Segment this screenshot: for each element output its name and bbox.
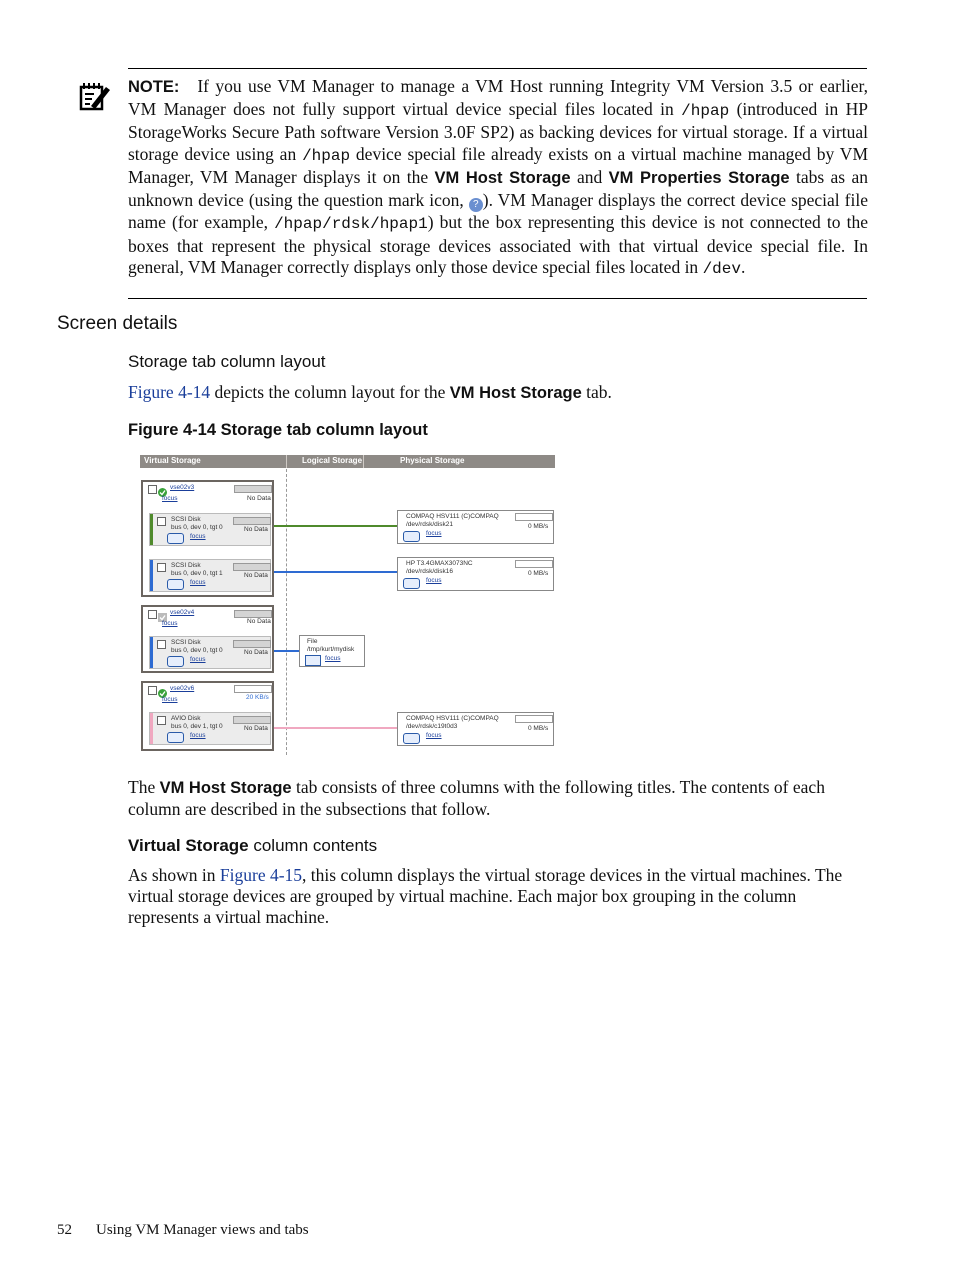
physical-path: /dev/rdsk/c19t0d3 <box>406 723 458 730</box>
note-top-rule <box>128 68 867 69</box>
connection-line <box>274 650 299 652</box>
vm-name-link[interactable]: vse02v6 <box>170 685 195 692</box>
figure-4-14-link[interactable]: Figure 4-14 <box>128 382 211 402</box>
page-number: 52 <box>57 1222 72 1238</box>
vm-name-link[interactable]: vse02v3 <box>170 484 195 491</box>
note-text <box>128 76 868 281</box>
usage-meter <box>233 517 271 525</box>
column-divider <box>286 469 287 755</box>
vm-checkbox[interactable] <box>148 686 157 695</box>
disk-status: No Data <box>244 526 268 533</box>
disk-type: AVIO Disk <box>171 715 201 722</box>
virtual-disk-box[interactable] <box>149 636 271 669</box>
subsection-title: Storage tab column layout <box>128 352 326 371</box>
focus-link[interactable]: focus <box>162 696 178 703</box>
usage-meter <box>234 685 272 693</box>
disk-icon <box>403 531 420 542</box>
disk-address: bus 0, dev 0, tgt 1 <box>171 570 223 577</box>
disk-icon <box>403 733 420 744</box>
usage-meter <box>233 563 271 571</box>
disk-icon <box>167 656 184 667</box>
focus-link[interactable]: focus <box>426 530 442 537</box>
usage-meter <box>234 610 272 618</box>
vm-name-link[interactable]: vse02v4 <box>170 609 195 616</box>
note-code: /hpap/rdsk/hpap1 <box>274 214 428 233</box>
virtual-disk-box[interactable] <box>149 559 271 592</box>
figure-caption: Figure 4-14 Storage tab column layout <box>128 421 428 439</box>
logical-type: File <box>307 638 318 645</box>
vm-box[interactable] <box>141 605 274 673</box>
header-logical-storage: Logical Storage <box>302 456 363 465</box>
note-code: /dev <box>702 260 741 279</box>
usage-meter <box>515 513 553 521</box>
physical-path: /dev/rdsk/disk21 <box>406 521 453 528</box>
disk-icon <box>167 732 184 743</box>
note-segment: . <box>740 257 746 278</box>
logical-path: /tmp/kurt/mydisk <box>307 646 355 653</box>
note-bold: VM Properties Storage <box>608 169 790 188</box>
focus-link[interactable]: focus <box>190 533 206 540</box>
focus-link[interactable]: focus <box>190 732 206 739</box>
note-label: NOTE: <box>128 78 180 96</box>
physical-model: HP T3.4GMAX3073NC <box>406 560 473 567</box>
vm-checkbox[interactable] <box>148 610 157 619</box>
header-physical-storage: Physical Storage <box>400 456 465 465</box>
file-icon <box>305 655 321 666</box>
focus-link[interactable]: focus <box>162 620 178 627</box>
disk-color-stripe <box>150 560 153 591</box>
vm-status: No Data <box>247 495 271 502</box>
note-segment: and <box>570 167 609 188</box>
usage-meter <box>234 485 272 493</box>
disk-address: bus 0, dev 1, tgt 0 <box>171 723 223 730</box>
virtual-storage-paragraph: As shown in Figure 4-15, this column displays the virtual storage devices in the virtual machines. The virtual storage devices are grouped by virtual machine. Each major box grouping in the column represents a virtual machine. <box>128 865 843 927</box>
disk-checkbox[interactable] <box>157 563 166 572</box>
note-code: /hpap <box>302 146 351 165</box>
vm-checkbox[interactable] <box>148 485 157 494</box>
connection-line <box>274 727 397 729</box>
usage-meter <box>233 716 271 724</box>
footer-title: Using VM Manager views and tabs <box>96 1222 309 1238</box>
header-virtual-storage: Virtual Storage <box>144 456 201 465</box>
usage-meter <box>515 560 553 568</box>
disk-checkbox[interactable] <box>157 517 166 526</box>
vm-status: 20 KB/s <box>246 694 269 701</box>
disk-color-stripe <box>150 514 153 545</box>
physical-storage-box[interactable] <box>397 510 554 544</box>
focus-link[interactable]: focus <box>162 495 178 502</box>
disk-icon <box>167 533 184 544</box>
physical-rate: 0 MB/s <box>528 523 549 530</box>
disk-checkbox[interactable] <box>157 716 166 725</box>
disk-checkbox[interactable] <box>157 640 166 649</box>
disk-status: No Data <box>244 572 268 579</box>
usage-meter <box>233 640 271 648</box>
header-divider <box>363 455 364 468</box>
disk-color-stripe <box>150 713 153 744</box>
note-code: /hpap <box>681 101 730 120</box>
virtual-storage-heading: Virtual Storage column contents <box>128 836 378 855</box>
connection-line <box>274 571 397 573</box>
disk-icon <box>403 578 420 589</box>
disk-status: No Data <box>244 725 268 732</box>
section-title: Screen details <box>57 313 178 334</box>
note-segment: If you use VM Manager to manage a VM Host running Integrity VM Version 3.5 or earlier, VM Manager does not fully support virtual device special files located in <box>128 76 868 119</box>
physical-rate: 0 MB/s <box>528 570 549 577</box>
focus-link[interactable]: focus <box>190 656 206 663</box>
vm-status: No Data <box>247 618 271 625</box>
vm-box[interactable] <box>141 681 274 751</box>
note-bottom-rule <box>128 298 867 299</box>
focus-link[interactable]: focus <box>426 732 442 739</box>
header-divider <box>286 455 287 468</box>
physical-storage-box[interactable] <box>397 557 554 591</box>
note-bold: VM Host Storage <box>434 169 571 188</box>
disk-status: No Data <box>244 649 268 656</box>
note-segment: ). VM Manager displays the correct device special file name (for example, <box>128 189 868 232</box>
disk-icon <box>167 579 184 590</box>
note-segment: device special file already exists on a virtual machine managed by VM Manager, VM Manager displays it on the <box>128 143 869 188</box>
note-segment: tabs as an unknown device (using the question mark icon, <box>128 167 868 210</box>
disk-address: bus 0, dev 0, tgt 0 <box>171 647 223 654</box>
note-segment: (introduced in HP StorageWorks Secure Path software Version 3.0F SP2) as backing devices for virtual storage. If a virtual storage device using an <box>128 98 868 164</box>
physical-rate: 0 MB/s <box>528 725 549 732</box>
focus-link[interactable]: focus <box>325 655 341 662</box>
columns-paragraph: The VM Host Storage tab consists of three columns with the following titles. The contents of each column are described in the subsections that follow. <box>128 777 825 819</box>
figure-header-bar <box>140 455 555 468</box>
vm-box[interactable] <box>141 480 274 597</box>
focus-link[interactable]: focus <box>190 579 206 586</box>
disk-type: SCSI Disk <box>171 516 201 523</box>
disk-address: bus 0, dev 0, tgt 0 <box>171 524 223 531</box>
intro-paragraph: Figure 4-14 depicts the column layout for the VM Host Storage tab. <box>128 382 612 402</box>
disk-color-stripe <box>150 637 153 668</box>
figure-4-15-link[interactable]: Figure 4-15 <box>219 865 303 885</box>
note-body <box>128 76 868 277</box>
note-icon <box>79 82 111 112</box>
physical-path: /dev/rdsk/disk16 <box>406 568 453 575</box>
physical-storage-box[interactable] <box>397 712 554 746</box>
virtual-disk-box[interactable] <box>149 513 271 546</box>
virtual-disk-box[interactable] <box>149 712 271 745</box>
focus-link[interactable]: focus <box>426 577 442 584</box>
question-mark-icon: ? <box>469 198 483 212</box>
physical-model: COMPAQ HSV111 (C)COMPAQ <box>406 715 499 722</box>
connection-line <box>274 525 397 527</box>
usage-meter <box>515 715 553 723</box>
disk-type: SCSI Disk <box>171 562 201 569</box>
note-segment: ) but the box representing this device is not connected to the boxes that represent the physical storage devices associated with that virtual device special file. In general, VM Manager correctly displays only those device special files located in <box>128 211 869 278</box>
disk-type: SCSI Disk <box>171 639 201 646</box>
storage-tab-figure <box>140 455 555 755</box>
logical-storage-box[interactable] <box>299 635 365 667</box>
physical-model: COMPAQ HSV111 (C)COMPAQ <box>406 513 499 520</box>
